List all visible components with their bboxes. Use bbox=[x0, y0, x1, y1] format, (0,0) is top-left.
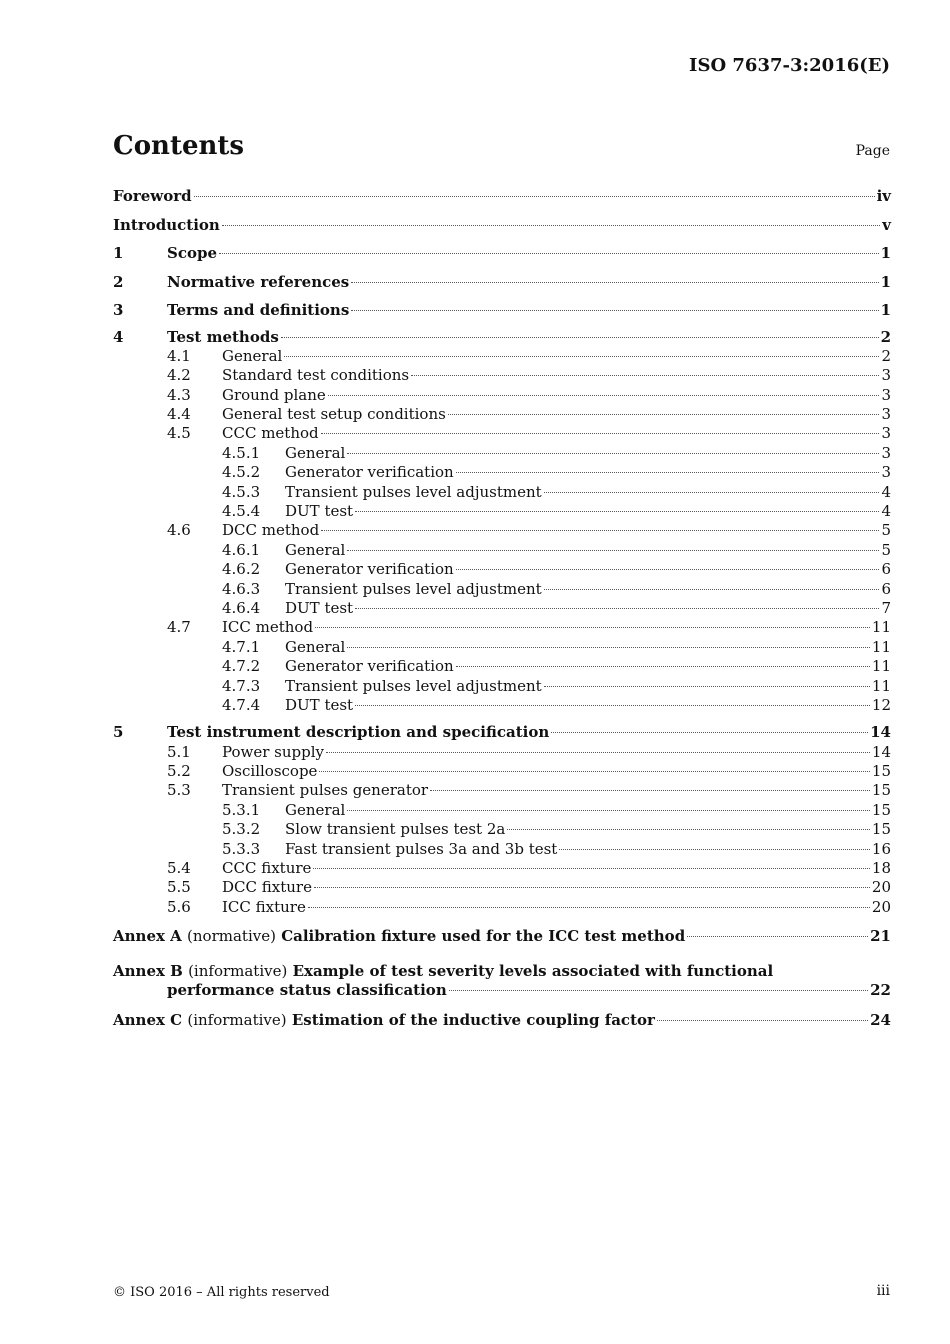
toc-entry-title: Transient pulses level adjustment bbox=[285, 676, 542, 695]
toc-entry-page: 15 bbox=[871, 800, 891, 819]
toc-entry-number: 4.2 bbox=[167, 366, 191, 385]
dot-leader bbox=[321, 433, 880, 434]
toc-entry-title: Standard test conditions bbox=[222, 366, 410, 385]
dot-leader bbox=[328, 395, 880, 396]
toc-entry-4-5-2[interactable] bbox=[113, 463, 891, 482]
dot-leader bbox=[456, 666, 870, 667]
toc-entry-4-7-2[interactable] bbox=[113, 657, 891, 676]
toc-entry-number: 5.3.1 bbox=[222, 800, 261, 819]
toc-entry-5-3-2[interactable] bbox=[113, 820, 891, 839]
dot-leader bbox=[347, 647, 870, 648]
dot-leader bbox=[281, 337, 879, 338]
toc-entry-page: 12 bbox=[871, 695, 891, 714]
toc-entry-title: Generator verification bbox=[285, 560, 454, 579]
toc-entry-4-6-4[interactable] bbox=[113, 599, 891, 618]
toc-entry-page: 14 bbox=[871, 742, 891, 761]
toc-entry-5-1[interactable] bbox=[113, 743, 891, 762]
toc-entry-5-4[interactable] bbox=[113, 859, 891, 878]
toc-entry-page: 14 bbox=[870, 723, 891, 742]
toc-entry-number: 5.3.2 bbox=[222, 820, 261, 839]
toc-entry-4-5[interactable] bbox=[113, 424, 891, 443]
toc-entry-title: Fast transient pulses 3a and 3b test bbox=[285, 839, 558, 858]
toc-entry-clause-4[interactable] bbox=[113, 328, 891, 347]
toc-entry-4-1[interactable] bbox=[113, 347, 891, 366]
dot-leader bbox=[355, 705, 870, 706]
toc-entry-page: 3 bbox=[881, 443, 891, 462]
toc-entry-number: 4.3 bbox=[167, 385, 191, 404]
toc-entry-4-5-4[interactable] bbox=[113, 502, 891, 521]
toc-entry-title: CCC method bbox=[222, 424, 319, 443]
toc-entry-number: 4 bbox=[113, 327, 124, 346]
toc-entry-title: Ground plane bbox=[222, 385, 326, 404]
dot-leader bbox=[456, 569, 880, 570]
toc-entry-title: Estimation of the inductive coupling factor bbox=[291, 1010, 655, 1029]
toc-entry-title: Generator verification bbox=[285, 463, 454, 482]
toc-entry-title: Transient pulses level adjustment bbox=[285, 482, 542, 501]
toc-entry-number: 5.2 bbox=[167, 762, 191, 781]
dot-leader bbox=[219, 253, 879, 254]
toc-entry-title: CCC fixture bbox=[222, 859, 312, 878]
dot-leader bbox=[456, 472, 880, 473]
table-of-contents bbox=[113, 185, 891, 1037]
toc-entry-4-2[interactable] bbox=[113, 366, 891, 385]
dot-leader bbox=[284, 356, 879, 357]
toc-entry-title: Terms and definitions bbox=[167, 301, 350, 319]
toc-entry-page: 7 bbox=[881, 598, 891, 617]
toc-entry-page: 11 bbox=[871, 676, 891, 695]
toc-entry-title: General bbox=[285, 637, 346, 656]
toc-entry-page: 2 bbox=[881, 346, 891, 365]
toc-entry-title: General bbox=[285, 443, 346, 462]
toc-entry-number: 4.7 bbox=[167, 618, 191, 637]
toc-entry-title: Test methods bbox=[167, 327, 279, 346]
toc-entry-title: General bbox=[222, 346, 283, 365]
dot-leader bbox=[544, 492, 880, 493]
dot-leader bbox=[315, 627, 870, 628]
dot-leader bbox=[430, 790, 870, 791]
toc-entry-page: 24 bbox=[870, 1010, 891, 1029]
annex-label: Annex B bbox=[113, 961, 183, 980]
contents-title: Contents bbox=[113, 131, 245, 161]
annex-heading bbox=[113, 925, 685, 947]
toc-entry-page: 4 bbox=[881, 482, 891, 501]
toc-entry-title: Test instrument description and specification bbox=[167, 723, 550, 742]
toc-entry-page: 20 bbox=[871, 897, 891, 916]
toc-entry-5-5[interactable] bbox=[113, 878, 891, 897]
toc-entry-4-6-2[interactable] bbox=[113, 560, 891, 579]
toc-entry-page: 4 bbox=[881, 502, 891, 521]
toc-entry-4-4[interactable] bbox=[113, 405, 891, 424]
toc-entry-number: 4.6 bbox=[167, 521, 191, 540]
toc-entry-number: 4.6.1 bbox=[222, 540, 261, 559]
toc-entry-title: DUT test bbox=[285, 598, 354, 617]
toc-entry-number: 4.5.3 bbox=[222, 482, 261, 501]
toc-entry-page: 11 bbox=[871, 657, 891, 676]
dot-leader bbox=[544, 686, 870, 687]
toc-entry-page: 18 bbox=[871, 859, 891, 878]
toc-entry-5-6[interactable] bbox=[113, 898, 891, 917]
toc-entry-number: 5.1 bbox=[167, 742, 191, 761]
toc-entry-number: 4.5.1 bbox=[222, 443, 261, 462]
toc-entry-annex-b[interactable] bbox=[113, 962, 891, 1001]
toc-entry-number: 4.4 bbox=[167, 405, 191, 424]
toc-entry-4-5-1[interactable] bbox=[113, 444, 891, 463]
dot-leader bbox=[449, 990, 868, 991]
dot-leader bbox=[351, 282, 878, 283]
toc-entry-4-5-3[interactable] bbox=[113, 483, 891, 502]
dot-leader bbox=[355, 608, 879, 609]
toc-entry-page: 22 bbox=[870, 981, 891, 1000]
toc-entry-title: DUT test bbox=[285, 695, 354, 714]
dot-leader bbox=[319, 771, 869, 772]
toc-entry-title: Example of test severity levels associated with functional bbox=[292, 961, 774, 980]
toc-entry-page: 6 bbox=[881, 579, 891, 598]
toc-entry-page: 3 bbox=[881, 424, 891, 443]
toc-entry-page: iv bbox=[876, 187, 891, 205]
toc-entry-4-7-4[interactable] bbox=[113, 696, 891, 715]
toc-entry-4-6[interactable] bbox=[113, 521, 891, 540]
toc-entry-page: 15 bbox=[871, 781, 891, 800]
toc-entry-number: 5.3.3 bbox=[222, 839, 261, 858]
toc-entry-number: 4.7.3 bbox=[222, 676, 261, 695]
toc-entry-annex-a[interactable] bbox=[113, 925, 891, 954]
toc-entry-title: Transient pulses generator bbox=[222, 781, 429, 800]
dot-leader bbox=[507, 829, 870, 830]
toc-entry-page: 3 bbox=[881, 385, 891, 404]
toc-entry-number: 5 bbox=[113, 723, 124, 742]
toc-entry-title: General bbox=[285, 540, 346, 559]
toc-entry-page: 3 bbox=[881, 463, 891, 482]
toc-entry-number: 5.3 bbox=[167, 781, 191, 800]
toc-entry-number: 3 bbox=[113, 301, 124, 319]
dot-leader bbox=[313, 868, 870, 869]
toc-entry-title: General bbox=[285, 800, 346, 819]
toc-entry-clause-5[interactable] bbox=[113, 723, 891, 742]
toc-entry-title: General test setup conditions bbox=[222, 405, 446, 424]
dot-leader bbox=[222, 225, 880, 226]
toc-entry-title: ICC fixture bbox=[222, 897, 306, 916]
toc-entry-5-3[interactable] bbox=[113, 781, 891, 800]
dot-leader bbox=[347, 453, 879, 454]
toc-entry-annex-c[interactable] bbox=[113, 1009, 891, 1038]
dot-leader bbox=[544, 589, 880, 590]
annex-label: Annex A bbox=[113, 927, 182, 946]
dot-leader bbox=[448, 414, 880, 415]
annex-heading bbox=[113, 1009, 655, 1031]
toc-entry-5-3-1[interactable] bbox=[113, 801, 891, 820]
toc-entry-title: Scope bbox=[167, 244, 218, 262]
dot-leader bbox=[411, 375, 879, 376]
toc-entry-page: 6 bbox=[881, 560, 891, 579]
toc-entry-5-3-3[interactable] bbox=[113, 840, 891, 859]
dot-leader bbox=[687, 936, 868, 937]
toc-entry-page: 15 bbox=[871, 820, 891, 839]
toc-entry-4-3[interactable] bbox=[113, 386, 891, 405]
annex-label: Annex C bbox=[113, 1010, 183, 1029]
dot-leader bbox=[194, 196, 875, 197]
toc-entry-number: 5.4 bbox=[167, 859, 191, 878]
dot-leader bbox=[347, 550, 879, 551]
toc-entry-4-7-3[interactable] bbox=[113, 677, 891, 696]
page-number: iii bbox=[876, 1283, 890, 1299]
toc-entry-title: DCC fixture bbox=[222, 878, 312, 897]
dot-leader bbox=[657, 1020, 868, 1021]
toc-entry-page: 2 bbox=[880, 327, 891, 346]
toc-entry-clause-2[interactable] bbox=[113, 271, 891, 300]
toc-entry-page: 15 bbox=[871, 762, 891, 781]
toc-entry-page: 1 bbox=[880, 272, 891, 291]
toc-entry-number: 5.5 bbox=[167, 878, 191, 897]
page-column-label: Page bbox=[855, 143, 890, 159]
toc-entry-title: Normative references bbox=[167, 272, 350, 291]
toc-entry-title: Slow transient pulses test 2a bbox=[285, 820, 506, 839]
toc-entry-number: 4.5 bbox=[167, 424, 191, 443]
toc-entry-page: 5 bbox=[881, 521, 891, 540]
toc-entry-4-6-1[interactable] bbox=[113, 541, 891, 560]
toc-entry-title: Oscilloscope bbox=[222, 762, 318, 781]
dot-leader bbox=[551, 732, 868, 733]
toc-entry-number: 4.7.4 bbox=[222, 695, 261, 714]
toc-entry-number: 5.6 bbox=[167, 897, 191, 916]
dot-leader bbox=[559, 849, 870, 850]
dot-leader bbox=[314, 887, 870, 888]
toc-entry-introduction[interactable] bbox=[113, 214, 891, 243]
dot-leader bbox=[351, 310, 878, 311]
toc-entry-number: 4.1 bbox=[167, 346, 191, 365]
toc-entry-title: Foreword bbox=[113, 187, 192, 205]
dot-leader bbox=[347, 810, 870, 811]
toc-entry-number: 4.6.2 bbox=[222, 560, 261, 579]
dot-leader bbox=[321, 530, 879, 531]
document-id: ISO 7637-3:2016(E) bbox=[689, 55, 890, 76]
annex-heading bbox=[113, 962, 891, 981]
toc-entry-title: Generator verification bbox=[285, 657, 454, 676]
toc-entry-number: 4.5.4 bbox=[222, 502, 261, 521]
toc-entry-page: 21 bbox=[870, 927, 891, 946]
toc-entry-title: Calibration fixture used for the ICC test method bbox=[281, 927, 686, 946]
toc-entry-title: DCC method bbox=[222, 521, 320, 540]
dot-leader bbox=[355, 511, 879, 512]
toc-entry-number: 4.6.4 bbox=[222, 598, 261, 617]
toc-entry-page: 5 bbox=[881, 540, 891, 559]
toc-entry-number: 4.7.1 bbox=[222, 637, 261, 656]
toc-entry-number: 4.6.3 bbox=[222, 579, 261, 598]
dot-leader bbox=[308, 907, 870, 908]
toc-entry-title: Transient pulses level adjustment bbox=[285, 579, 542, 598]
toc-entry-title: performance status classification bbox=[167, 981, 447, 1000]
toc-entry-page: 1 bbox=[880, 244, 891, 262]
toc-entry-page: 11 bbox=[871, 637, 891, 656]
toc-entry-title: Introduction bbox=[113, 215, 220, 234]
annex-kind: (normative) bbox=[187, 927, 276, 946]
toc-entry-page: 3 bbox=[881, 366, 891, 385]
toc-entry-page: 16 bbox=[871, 839, 891, 858]
annex-heading-continuation bbox=[113, 981, 891, 1000]
toc-entry-number: 1 bbox=[113, 244, 124, 262]
toc-entry-page: 3 bbox=[881, 405, 891, 424]
toc-entry-number: 4.7.2 bbox=[222, 657, 261, 676]
dot-leader bbox=[326, 752, 870, 753]
toc-entry-4-7-1[interactable] bbox=[113, 638, 891, 657]
toc-entry-title: Power supply bbox=[222, 742, 325, 761]
toc-entry-5-2[interactable] bbox=[113, 762, 891, 781]
toc-entry-title: ICC method bbox=[222, 618, 314, 637]
toc-entry-clause-3[interactable] bbox=[113, 299, 891, 328]
toc-entry-title: DUT test bbox=[285, 502, 354, 521]
toc-entry-4-6-3[interactable] bbox=[113, 580, 891, 599]
toc-entry-page: 1 bbox=[880, 301, 891, 319]
annex-kind: (informative) bbox=[187, 1010, 287, 1029]
toc-entry-page: 11 bbox=[871, 618, 891, 637]
toc-entry-foreword[interactable] bbox=[113, 185, 891, 214]
toc-entry-page: 20 bbox=[871, 878, 891, 897]
toc-entry-clause-1[interactable] bbox=[113, 242, 891, 271]
toc-entry-page: v bbox=[882, 215, 891, 234]
toc-entry-number: 2 bbox=[113, 272, 124, 291]
toc-entry-number: 4.5.2 bbox=[222, 463, 261, 482]
annex-kind: (informative) bbox=[188, 961, 288, 980]
toc-entry-4-7[interactable] bbox=[113, 618, 891, 637]
copyright-notice: © ISO 2016 – All rights reserved bbox=[113, 1285, 330, 1300]
